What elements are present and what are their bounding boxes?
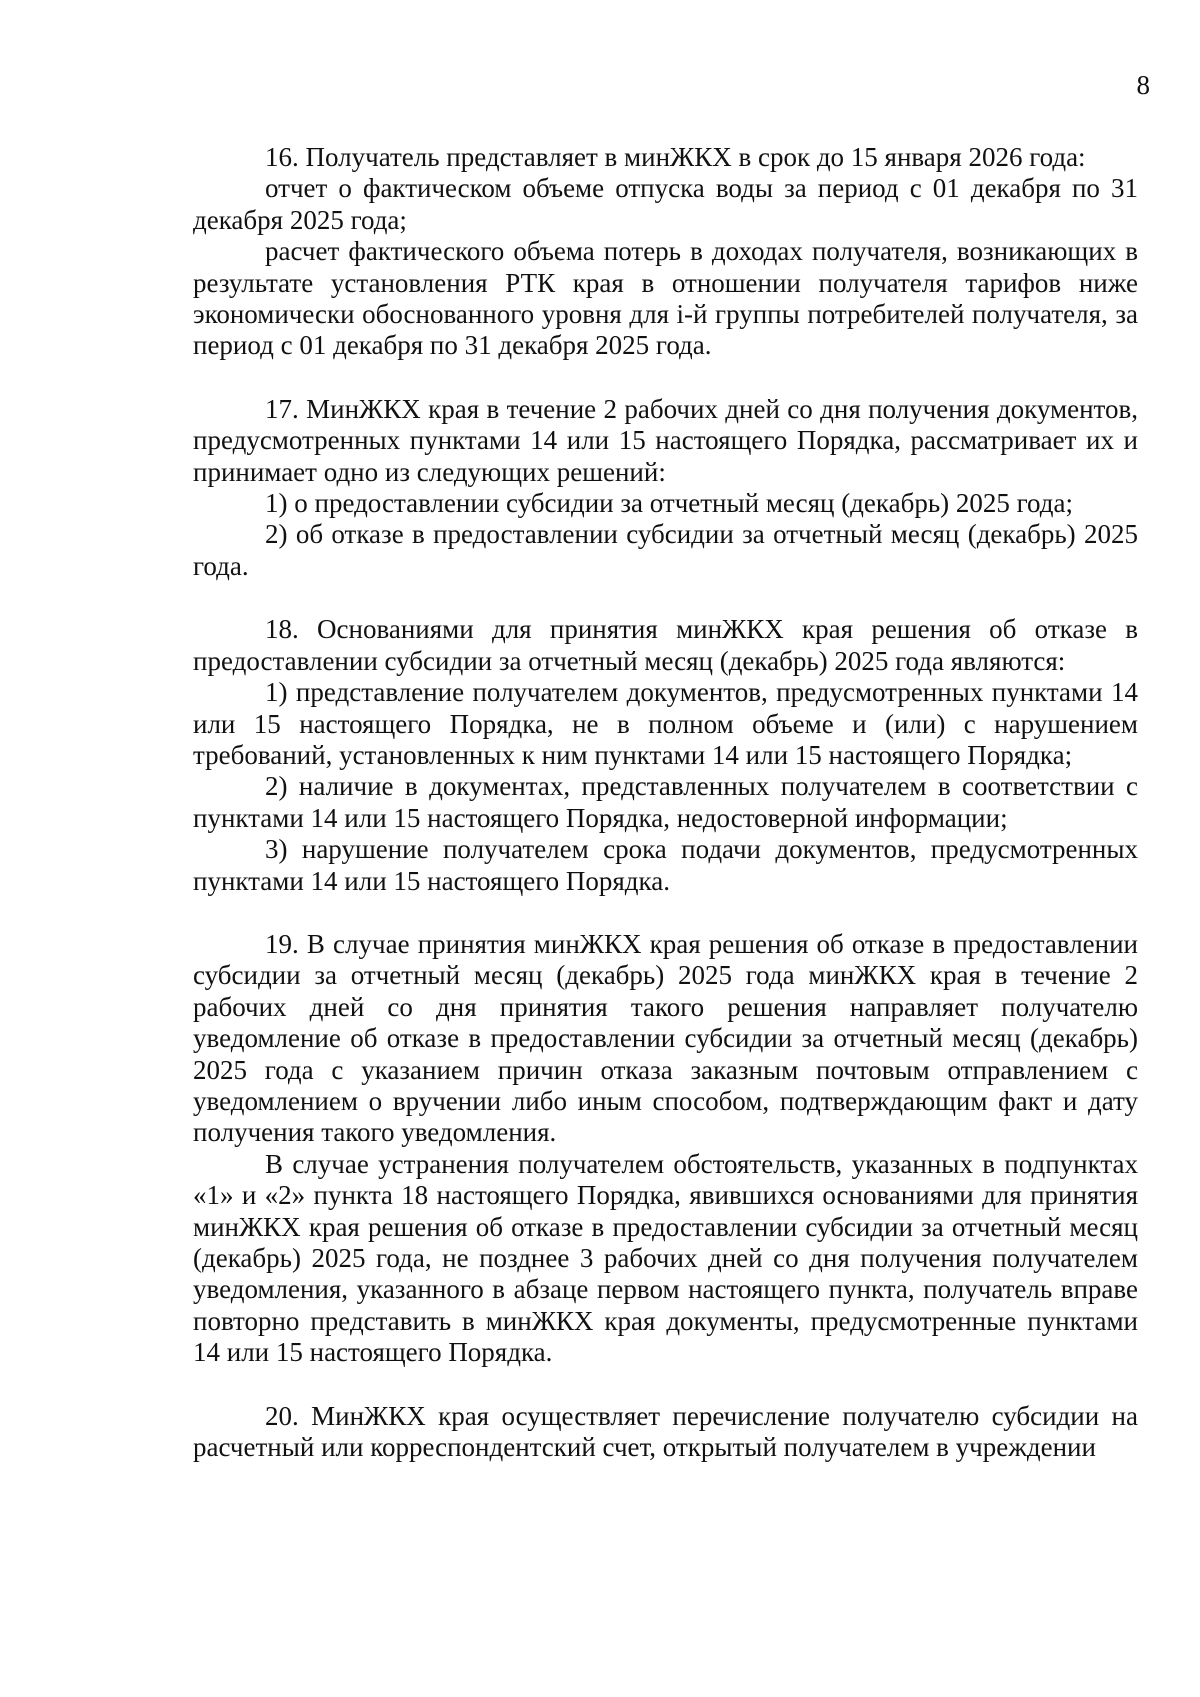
section-spacer [193,582,1138,614]
section-16-paragraph-3: расчет фактического объема потерь в доходах получателя, возникающих в результате установления РТК края в отношении получателя тарифов ниже экономически обоснованного уровня для i-й группы потребителей получателя, за период с 01 декабря по 31 декабря 2025 года. [193,236,1138,361]
page-number: 8 [1136,70,1150,100]
section-18 [193,614,1138,897]
section-spacer [193,362,1138,394]
section-16-paragraph-1: 16. Получатель представляет в минЖКХ в срок до 15 января 2026 года: [265,142,1086,172]
section-17 [193,394,1138,582]
section-18-paragraph-2: 1) представление получателем документов, предусмотренных пунктами 14 или 15 настоящего Порядка, не в полном объеме и (или) с нарушением требований, установленных к ним пунктами 14 или 15 настоящего Порядка; [193,677,1138,770]
section-17-paragraph-2: 1) о предоставлении субсидии за отчетный месяц (декабрь) 2025 года; [265,488,1073,519]
section-19-paragraph-1: 19. В случае принятия минЖКХ края решения об отказе в предоставлении субсидии за отчетный месяц (декабрь) 2025 года минЖКХ края в течение 2 рабочих дней со дня принятия такого решения направляет получателю уведомление об отказе в предоставлении субсидии за отчетный месяц (декабрь) 2025 года с указанием причин отказа заказным почтовым отправлением с уведомлением о вручении либо иным способом, подтверждающим факт и дату получения такого уведомления. [193,928,1138,1148]
section-spacer [193,897,1138,929]
section-16-paragraph-2: отчет о фактическом объеме отпуска воды за период с 01 декабря по 31 декабря 2025 года; [193,173,1138,235]
section-19-paragraph-2: В случае устранения получателем обстоятельств, указанных в подпунктах «1» и «2» пункта 18 настоящего Порядка, явившихся основаниями для принятия минЖКХ края решения об отказе в предоставлении субсидии за отчетный месяц (декабрь) 2025 года, не позднее 3 рабочих дней со дня получения получателем уведомления, указанного в абзаце первом настоящего пункта, получатель вправе повторно представить в минЖКХ края документы, предусмотренные пунктами 14 или 15 настоящего Порядка. [193,1148,1138,1368]
section-18-paragraph-1: 18. Основаниями для принятия минЖКХ края решения об отказе в предоставлении субсидии за отчетный месяц (декабрь) 2025 года являются: [193,614,1138,676]
section-20 [193,1401,1138,1464]
section-17-paragraph-1: 17. МинЖКХ края в течение 2 рабочих дней со дня получения документов, предусмотренных пунктами 14 или 15 настоящего Порядка, рассматривает их и принимает одно из следующих решений: [193,393,1138,487]
section-20-paragraph-1: 20. МинЖКХ края осуществляет перечисление получателю субсидии на расчетный или корреспондентский счет, открытый получателем в учреждении [193,1400,1138,1463]
section-18-paragraph-4: 3) нарушение получателем срока подачи документов, предусмотренных пунктами 14 или 15 настоящего Порядка. [193,834,1138,896]
section-17-paragraph-3: 2) об отказе в предоставлении субсидии за отчетный месяц (декабрь) 2025 года. [193,519,1138,581]
section-19 [193,929,1138,1369]
section-spacer [193,1369,1138,1401]
section-18-paragraph-3: 2) наличие в документах, представленных получателем в соответствии с пунктами 14 или 15 настоящего Порядка, недостоверной информации; [193,771,1138,833]
section-16 [193,142,1138,362]
document-body [193,142,1138,1463]
